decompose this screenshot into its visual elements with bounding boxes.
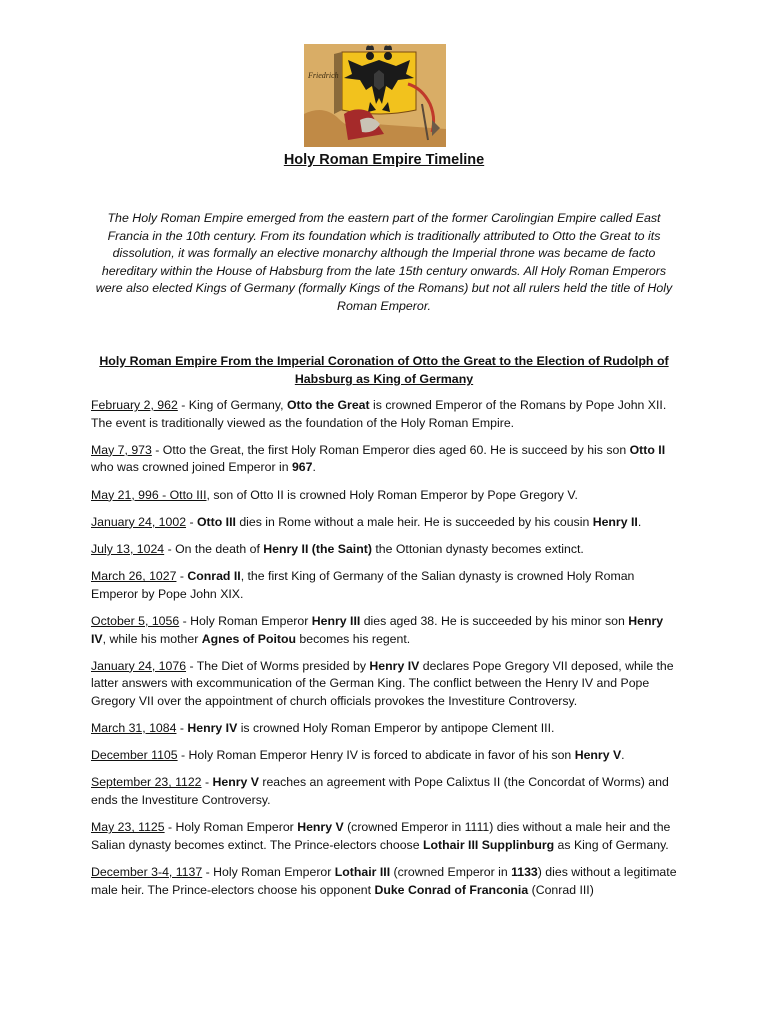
- entry-date: February 2, 962: [91, 398, 178, 412]
- entry-text: who was crowned joined Emperor in: [91, 460, 292, 475]
- entry-text: -: [201, 775, 213, 790]
- entry-text: .: [312, 460, 316, 475]
- entry-highlight: Henry V: [212, 775, 259, 790]
- timeline-entry: [91, 568, 681, 603]
- entry-date: December 3-4, 1137: [91, 865, 203, 879]
- entry-text: as King of Germany.: [554, 837, 669, 852]
- entry-text: - Holy Roman Emperor Henry IV is forced to abdicate in favor of his son: [177, 748, 575, 763]
- entry-highlight: 1133: [511, 865, 538, 879]
- section-heading: Holy Roman Empire From the Imperial Coronation of Otto the Great to the Election of Rudolph of Habsburg as King of Germany: [99, 354, 669, 386]
- entry-date: May 21, 996 - Otto III: [91, 487, 207, 502]
- entry-date: May 7, 973: [91, 442, 152, 457]
- timeline-entry: [91, 774, 681, 809]
- entry-highlight: Otto II: [629, 442, 666, 457]
- entry-highlight: 967: [291, 460, 313, 475]
- eagle-banner-illustration: [304, 44, 446, 147]
- entry-highlight: Otto the Great: [286, 398, 370, 412]
- entry-highlight: Henry II (the Saint): [263, 541, 372, 556]
- entry-date: December 1105: [91, 748, 178, 763]
- entry-highlight: Otto III: [196, 514, 236, 529]
- entry-highlight: Henry IV: [91, 613, 664, 646]
- entry-highlight: Henry II: [592, 514, 638, 529]
- entry-text: dies aged 38. He is succeeded by his minor son: [360, 613, 629, 628]
- entry-text: -: [176, 569, 188, 584]
- entry-highlight: Henry IV: [187, 721, 238, 736]
- entry-highlight: Agnes of Poitou: [201, 631, 297, 646]
- timeline-entries: [91, 397, 681, 909]
- entry-date: January 24, 1076: [91, 658, 187, 673]
- timeline-entry: [91, 487, 681, 505]
- entry-date: May 23, 1125: [91, 820, 165, 835]
- entry-text: is crowned Holy Roman Emperor by antipope Clement III.: [237, 721, 555, 736]
- entry-highlight: Lothair III: [334, 865, 391, 879]
- timeline-entry: [91, 514, 681, 532]
- entry-text: - Otto the Great, the first Holy Roman Emperor dies aged 60. He is succeed by his son: [151, 442, 630, 457]
- timeline-entry: [91, 658, 681, 711]
- entry-text: declares Pope Gregory VII deposed, while the latter answers with excommunication of the German King. The conflict between the Henry IV and Pope Gregory VII over the appointment of church officials provokes the Investiture Controversy.: [91, 658, 674, 708]
- entry-text: - The Diet of Worms presided by: [186, 658, 370, 673]
- entry-text: (Conrad III): [528, 882, 594, 897]
- entry-highlight: Lothair III Supplinburg: [422, 837, 555, 852]
- entry-highlight: Conrad II: [187, 569, 241, 584]
- timeline-entry: [91, 864, 681, 899]
- entry-date: January 24, 1002: [91, 514, 187, 529]
- entry-text: becomes his regent.: [296, 631, 411, 646]
- entry-text: .: [621, 748, 625, 763]
- entry-date: March 26, 1027: [91, 569, 177, 584]
- entry-text: (crowned Emperor in 1111) dies without a male heir and the Salian dynasty becomes extinct. The Prince-electors choose: [91, 820, 671, 852]
- entry-date: September 23, 1122: [91, 775, 202, 790]
- entry-text: - King of Germany,: [177, 398, 287, 412]
- entry-date: March 31, 1084: [91, 721, 177, 736]
- entry-text: reaches an agreement with Pope Calixtus II (the Concordat of Worms) and ends the Investiture Controversy.: [91, 775, 669, 808]
- intro-paragraph: The Holy Roman Empire emerged from the eastern part of the former Carolingian Empire called East Francia in the 10th century. From its foundation which is traditionally attributed to Otto the Great to its dissolution, it was formally an elective monarchy although the Imperial throne was became de facto hereditary within the House of Habsburg from the late 15th century onwards. All Holy Roman Emperors were also elected Kings of Germany (formally Kings of the Romans) but not all rulers held the title of Holy Roman Emperor.: [95, 211, 673, 313]
- entry-text: - Holy Roman Emperor: [164, 820, 298, 835]
- timeline-entry: [91, 613, 681, 648]
- entry-highlight: Henry V: [574, 748, 622, 763]
- entry-text: , while his mother: [102, 631, 202, 646]
- entry-date: July 13, 1024: [91, 541, 165, 556]
- entry-highlight: Duke Conrad of Franconia: [374, 882, 529, 897]
- timeline-entry: [91, 720, 681, 738]
- entry-text: -: [186, 514, 197, 529]
- entry-text: , son of Otto II is crowned Holy Roman Emperor by Pope Gregory V.: [206, 487, 578, 502]
- entry-highlight: Henry V: [297, 820, 344, 835]
- entry-text: .: [637, 514, 642, 529]
- entry-date: October 5, 1056: [91, 613, 180, 628]
- timeline-entry: [91, 819, 681, 854]
- entry-text: (crowned Emperor in: [390, 865, 512, 879]
- entry-text: , the first King of Germany of the Salian dynasty is crowned Holy Roman Emperor by Pope John XIX.: [91, 569, 635, 601]
- entry-text: - Holy Roman Emperor: [179, 613, 312, 628]
- entry-text: - Holy Roman Emperor: [202, 865, 335, 879]
- timeline-entry: [91, 442, 681, 477]
- entry-highlight: Henry III: [311, 613, 361, 628]
- entry-highlight: Henry IV: [369, 658, 420, 673]
- imperial-banner-image: [304, 44, 446, 147]
- entry-text: the Ottonian dynasty becomes extinct.: [371, 541, 584, 556]
- entry-text: -: [176, 721, 188, 736]
- timeline-entry: [91, 397, 681, 432]
- entry-text: is crowned Emperor of the Romans by Pope John XII. The event is traditionally viewed as the foundation of the Holy Roman Empire.: [91, 398, 667, 430]
- entry-text: ) dies without a legitimate male heir. The Prince-electors choose his opponent: [91, 865, 677, 897]
- timeline-entry: [91, 747, 681, 765]
- entry-text: dies in Rome without a male heir. He is succeeded by his cousin: [235, 514, 593, 529]
- page-title: Holy Roman Empire Timeline: [283, 152, 485, 168]
- banner-script-text: Friedrich: [308, 71, 339, 80]
- timeline-entry: [91, 541, 681, 559]
- entry-text: - On the death of: [164, 541, 264, 556]
